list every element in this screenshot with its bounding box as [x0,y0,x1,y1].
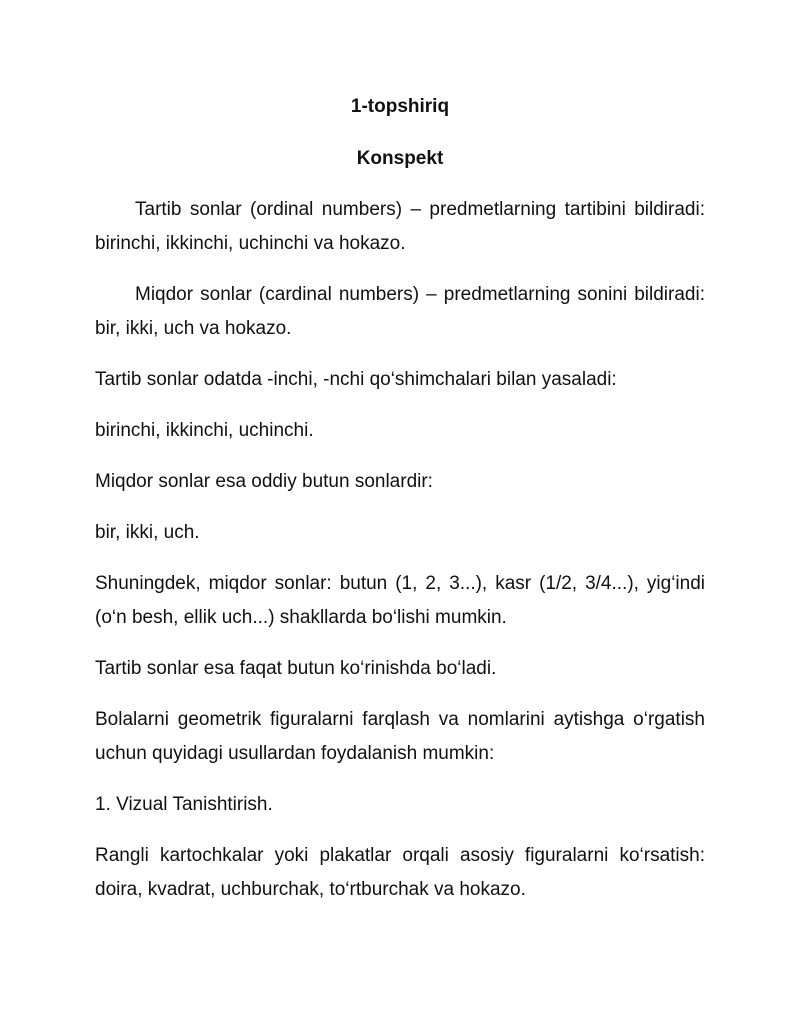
paragraph-cardinal-note: Miqdor sonlar esa oddiy butun sonlardir: [95,471,433,492]
paragraph-cardinal-definition: Miqdor sonlar (cardinal numbers) – predmetlarning sonini bildiradi: bir, ikki, uch va hokazo. [95,284,705,339]
paragraph-method-description: Rangli kartochkalar yoki plakatlar orqali asosiy figuralarni ko‘rsatish: doira, kvadrat, uchburchak, to‘rtburchak va hokazo. [95,845,705,900]
paragraph-geometry-intro: Bolalarni geometrik figuralarni farqlash va nomlarini aytishga o‘rgatish uchun quyidagi usullardan foydalanish mumkin: [95,709,705,764]
document-subtitle: Konspekt [356,148,444,169]
paragraph-ordinal-form: Tartib sonlar esa faqat butun ko‘rinishda bo‘ladi. [95,658,497,679]
document-page [95,93,705,924]
paragraph-cardinal-forms: Shuningdek, miqdor sonlar: butun (1, 2, 3...), kasr (1/2, 3/4...), yig‘indi (o‘n besh, ellik uch...) shakllarda bo‘lishi mumkin. [95,573,705,628]
paragraph-ordinal-examples: birinchi, ikkinchi, uchinchi. [95,420,314,441]
document-title: 1-topshiriq [350,96,450,117]
paragraph-ordinal-suffixes: Tartib sonlar odatda -inchi, -nchi qo‘shimchalari bilan yasaladi: [95,369,617,390]
paragraph-cardinal-examples: bir, ikki, uch. [95,522,200,543]
paragraph-ordinal-definition: Tartib sonlar (ordinal numbers) – predmetlarning tartibini bildiradi: birinchi, ikkinchi, uchinchi va hokazo. [95,199,705,254]
paragraph-method-heading: 1. Vizual Tanishtirish. [95,794,273,815]
